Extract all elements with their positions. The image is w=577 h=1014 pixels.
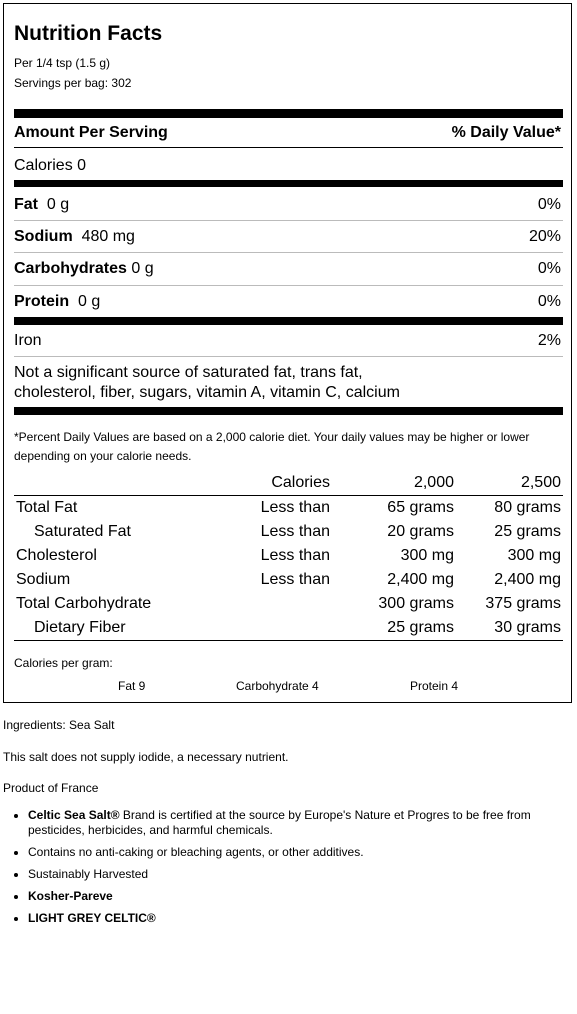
footnote-line-1: *Percent Daily Values are based on a 2,000 calorie diet. Your daily values may be higher or lower xyxy=(14,430,530,444)
table-cell: 80 grams xyxy=(494,499,561,516)
table-cell: Less than xyxy=(260,547,330,564)
table-cell: 300 mg xyxy=(400,547,454,564)
table-row xyxy=(14,616,563,641)
table-cell: Total Carbohydrate xyxy=(16,595,152,612)
thick-divider xyxy=(14,180,563,187)
feature-text: Brand is certified at the source by Europe's Nature et Progres to be free from pesticides, herbicides, and harmful chemicals. xyxy=(28,808,531,837)
nutrient-carbohydrates xyxy=(14,260,154,278)
fat-calories-per-gram: Fat 9 xyxy=(118,679,146,693)
table-header: Calories xyxy=(208,471,332,496)
feature-text: Sustainably Harvested xyxy=(28,867,149,881)
nutrition-facts-panel xyxy=(3,3,572,703)
amount-per-serving-header: Amount Per Serving xyxy=(14,124,168,141)
not-significant-line-2: cholesterol, fiber, sugars, vitamin A, vitamin C, calcium xyxy=(14,384,400,401)
list-item xyxy=(28,845,558,860)
product-origin: Product of France xyxy=(3,781,99,795)
table-cell: 300 mg xyxy=(507,547,561,564)
table-cell: 2,400 mg xyxy=(494,571,561,588)
table-cell: Cholesterol xyxy=(16,547,97,564)
table-cell: 65 grams xyxy=(387,499,454,516)
table-row xyxy=(14,496,563,521)
row-divider xyxy=(14,220,563,221)
nutrient-name: Fat xyxy=(14,196,38,213)
table-cell: Dietary Fiber xyxy=(34,619,126,636)
row-divider xyxy=(14,252,563,253)
nutrient-protein xyxy=(14,293,100,311)
table-header-row xyxy=(14,471,563,496)
nutrient-name: Carbohydrates xyxy=(14,260,127,277)
table-cell: 20 grams xyxy=(387,523,454,540)
not-significant-line-1: Not a significant source of saturated fat, trans fat, xyxy=(14,364,363,381)
nutrient-dv: 20% xyxy=(528,228,561,245)
table-header: 2,000 xyxy=(332,471,456,496)
table-cell: Less than xyxy=(260,571,330,588)
feature-kosher: Kosher-Pareve xyxy=(28,889,113,903)
protein-calories-per-gram: Protein 4 xyxy=(410,679,459,693)
table-cell: 30 grams xyxy=(494,619,561,636)
nutrient-amount: 0 g xyxy=(46,196,70,213)
feature-text: Contains no anti-caking or bleaching agents, or other additives. xyxy=(28,845,364,859)
carb-calories-per-gram: Carbohydrate 4 xyxy=(236,679,319,693)
nutrient-dv: 0% xyxy=(537,260,561,277)
table-cell: 375 grams xyxy=(485,595,561,612)
table-cell: 2,400 mg xyxy=(387,571,454,588)
nutrient-name: Protein xyxy=(14,293,70,310)
table-cell xyxy=(208,592,332,616)
daily-value-header: % Daily Value* xyxy=(451,124,561,141)
servings-per-bag: Servings per bag: 302 xyxy=(14,76,132,90)
table-cell: 25 grams xyxy=(494,523,561,540)
nutrient-amount: 0 g xyxy=(78,293,101,310)
panel-title: Nutrition Facts xyxy=(14,22,163,45)
row-divider xyxy=(14,356,563,357)
thick-divider xyxy=(14,407,563,415)
nutrient-dv: 0% xyxy=(537,293,561,310)
list-item xyxy=(28,911,558,926)
table-cell: Sodium xyxy=(16,571,71,588)
iodide-note: This salt does not supply iodide, a necessary nutrient. xyxy=(3,750,289,764)
table-cell xyxy=(208,616,332,641)
list-item xyxy=(28,889,558,904)
feature-list xyxy=(0,808,558,933)
table-header xyxy=(14,471,208,496)
feature-brand: Celtic Sea Salt® xyxy=(28,808,120,822)
thick-divider xyxy=(14,317,563,325)
table-cell: Less than xyxy=(260,523,330,540)
table-row xyxy=(14,520,563,544)
footnote-line-2: depending on your calorie needs. xyxy=(14,449,192,463)
divider xyxy=(14,147,563,148)
table-cell: Less than xyxy=(260,499,330,516)
row-divider xyxy=(14,285,563,286)
serving-size: Per 1/4 tsp (1.5 g) xyxy=(14,56,111,70)
iron-dv: 2% xyxy=(537,332,561,349)
ingredients: Ingredients: Sea Salt xyxy=(3,718,115,732)
table-cell: Total Fat xyxy=(16,499,78,516)
calories: Calories 0 xyxy=(14,157,87,174)
daily-values-table xyxy=(14,471,563,641)
nutrient-name: Sodium xyxy=(14,228,73,245)
nutrient-sodium xyxy=(14,228,135,246)
nutrient-amount: 0 g xyxy=(131,260,154,277)
feature-product-name: LIGHT GREY CELTIC® xyxy=(28,911,156,925)
list-item xyxy=(28,808,558,838)
table-cell: 25 grams xyxy=(387,619,454,636)
nutrient-amount: 480 mg xyxy=(81,228,135,245)
table-cell: Saturated Fat xyxy=(34,523,131,540)
nutrient-fat xyxy=(14,196,69,214)
thick-divider xyxy=(14,109,563,118)
list-item xyxy=(28,867,558,882)
table-row xyxy=(14,568,563,592)
table-row xyxy=(14,544,563,568)
calories-per-gram-label: Calories per gram: xyxy=(14,656,113,670)
nutrient-dv: 0% xyxy=(537,196,561,213)
iron-label: Iron xyxy=(14,332,42,349)
table-header: 2,500 xyxy=(456,471,563,496)
table-cell: 300 grams xyxy=(378,595,454,612)
table-row xyxy=(14,592,563,616)
